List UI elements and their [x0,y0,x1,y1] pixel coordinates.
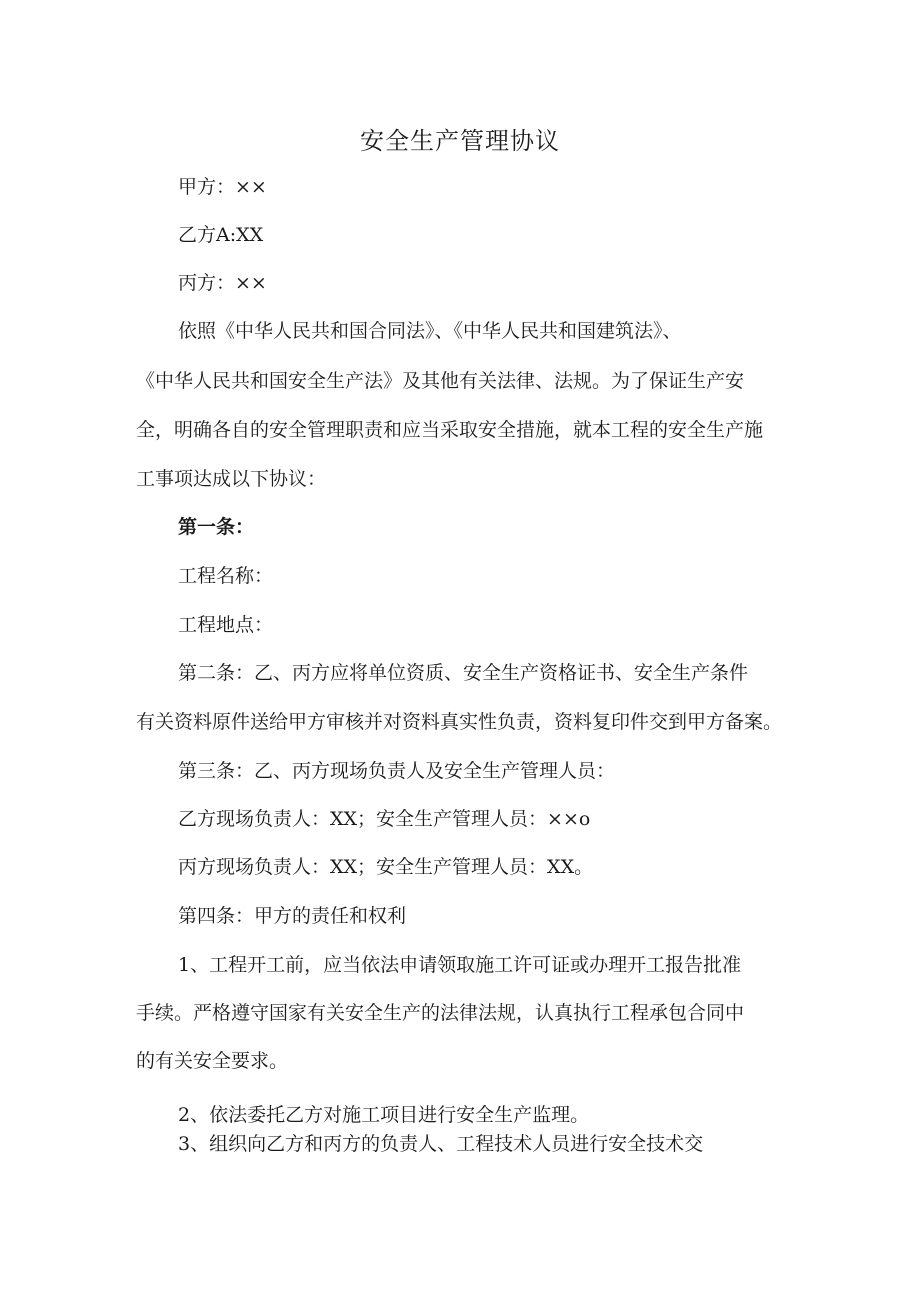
item-3-line: 3、组织向乙方和丙方的负责人、工程技术人员进行安全技术交 [178,1133,704,1155]
party-c-line: 丙方：×× [178,272,267,294]
article-4-heading: 第四条：甲方的责任和权利 [178,905,407,927]
article-2-line-2: 有关资料原件送给甲方审核并对资料真实性负责，资料复印件交到甲方备案。 [136,711,783,733]
project-name-line: 工程名称： [178,565,274,587]
item-1-line-3: 的有关安全要求。 [136,1050,289,1072]
preamble-line-3: 全，明确各自的安全管理职责和应当采取安全措施，就本工程的安全生产施 [136,419,764,441]
article-3-line: 第三条：乙、丙方现场负责人及安全生产管理人员： [178,760,616,782]
preamble-line-2: 《中华人民共和国安全生产法》及其他有关法律、法规。为了保证生产安 [136,370,745,392]
article-2-line-1: 第二条：乙、丙方应将单位资质、安全生产资格证书、安全生产条件 [178,662,749,684]
party-a-line: 甲方：×× [178,176,267,198]
item-1-line-2: 手续。严格遵守国家有关安全生产的法律法规，认真执行工程承包合同中 [136,1002,745,1024]
item-1-line-1: 1、工程开工前，应当依法申请领取施工许可证或办理开工报告批准 [178,954,742,976]
party-b-line: 乙方A:XX [178,224,264,246]
document-title: 安全生产管理协议 [360,127,560,155]
party-b-manager-line: 乙方现场负责人：XX；安全生产管理人员：××o [178,808,591,830]
article-1-heading: 第一条： [178,516,255,538]
project-location-line: 工程地点： [178,614,274,636]
preamble-line-1: 依照《中华人民共和国合同法》、《中华人民共和国建筑法》、 [178,320,682,342]
item-2-line: 2、依法委托乙方对施工项目进行安全生产监理。 [178,1104,590,1126]
party-c-manager-line: 丙方现场负责人：XX；安全生产管理人员：XX。 [178,856,594,878]
preamble-line-4: 工事项达成以下协议： [136,468,327,490]
